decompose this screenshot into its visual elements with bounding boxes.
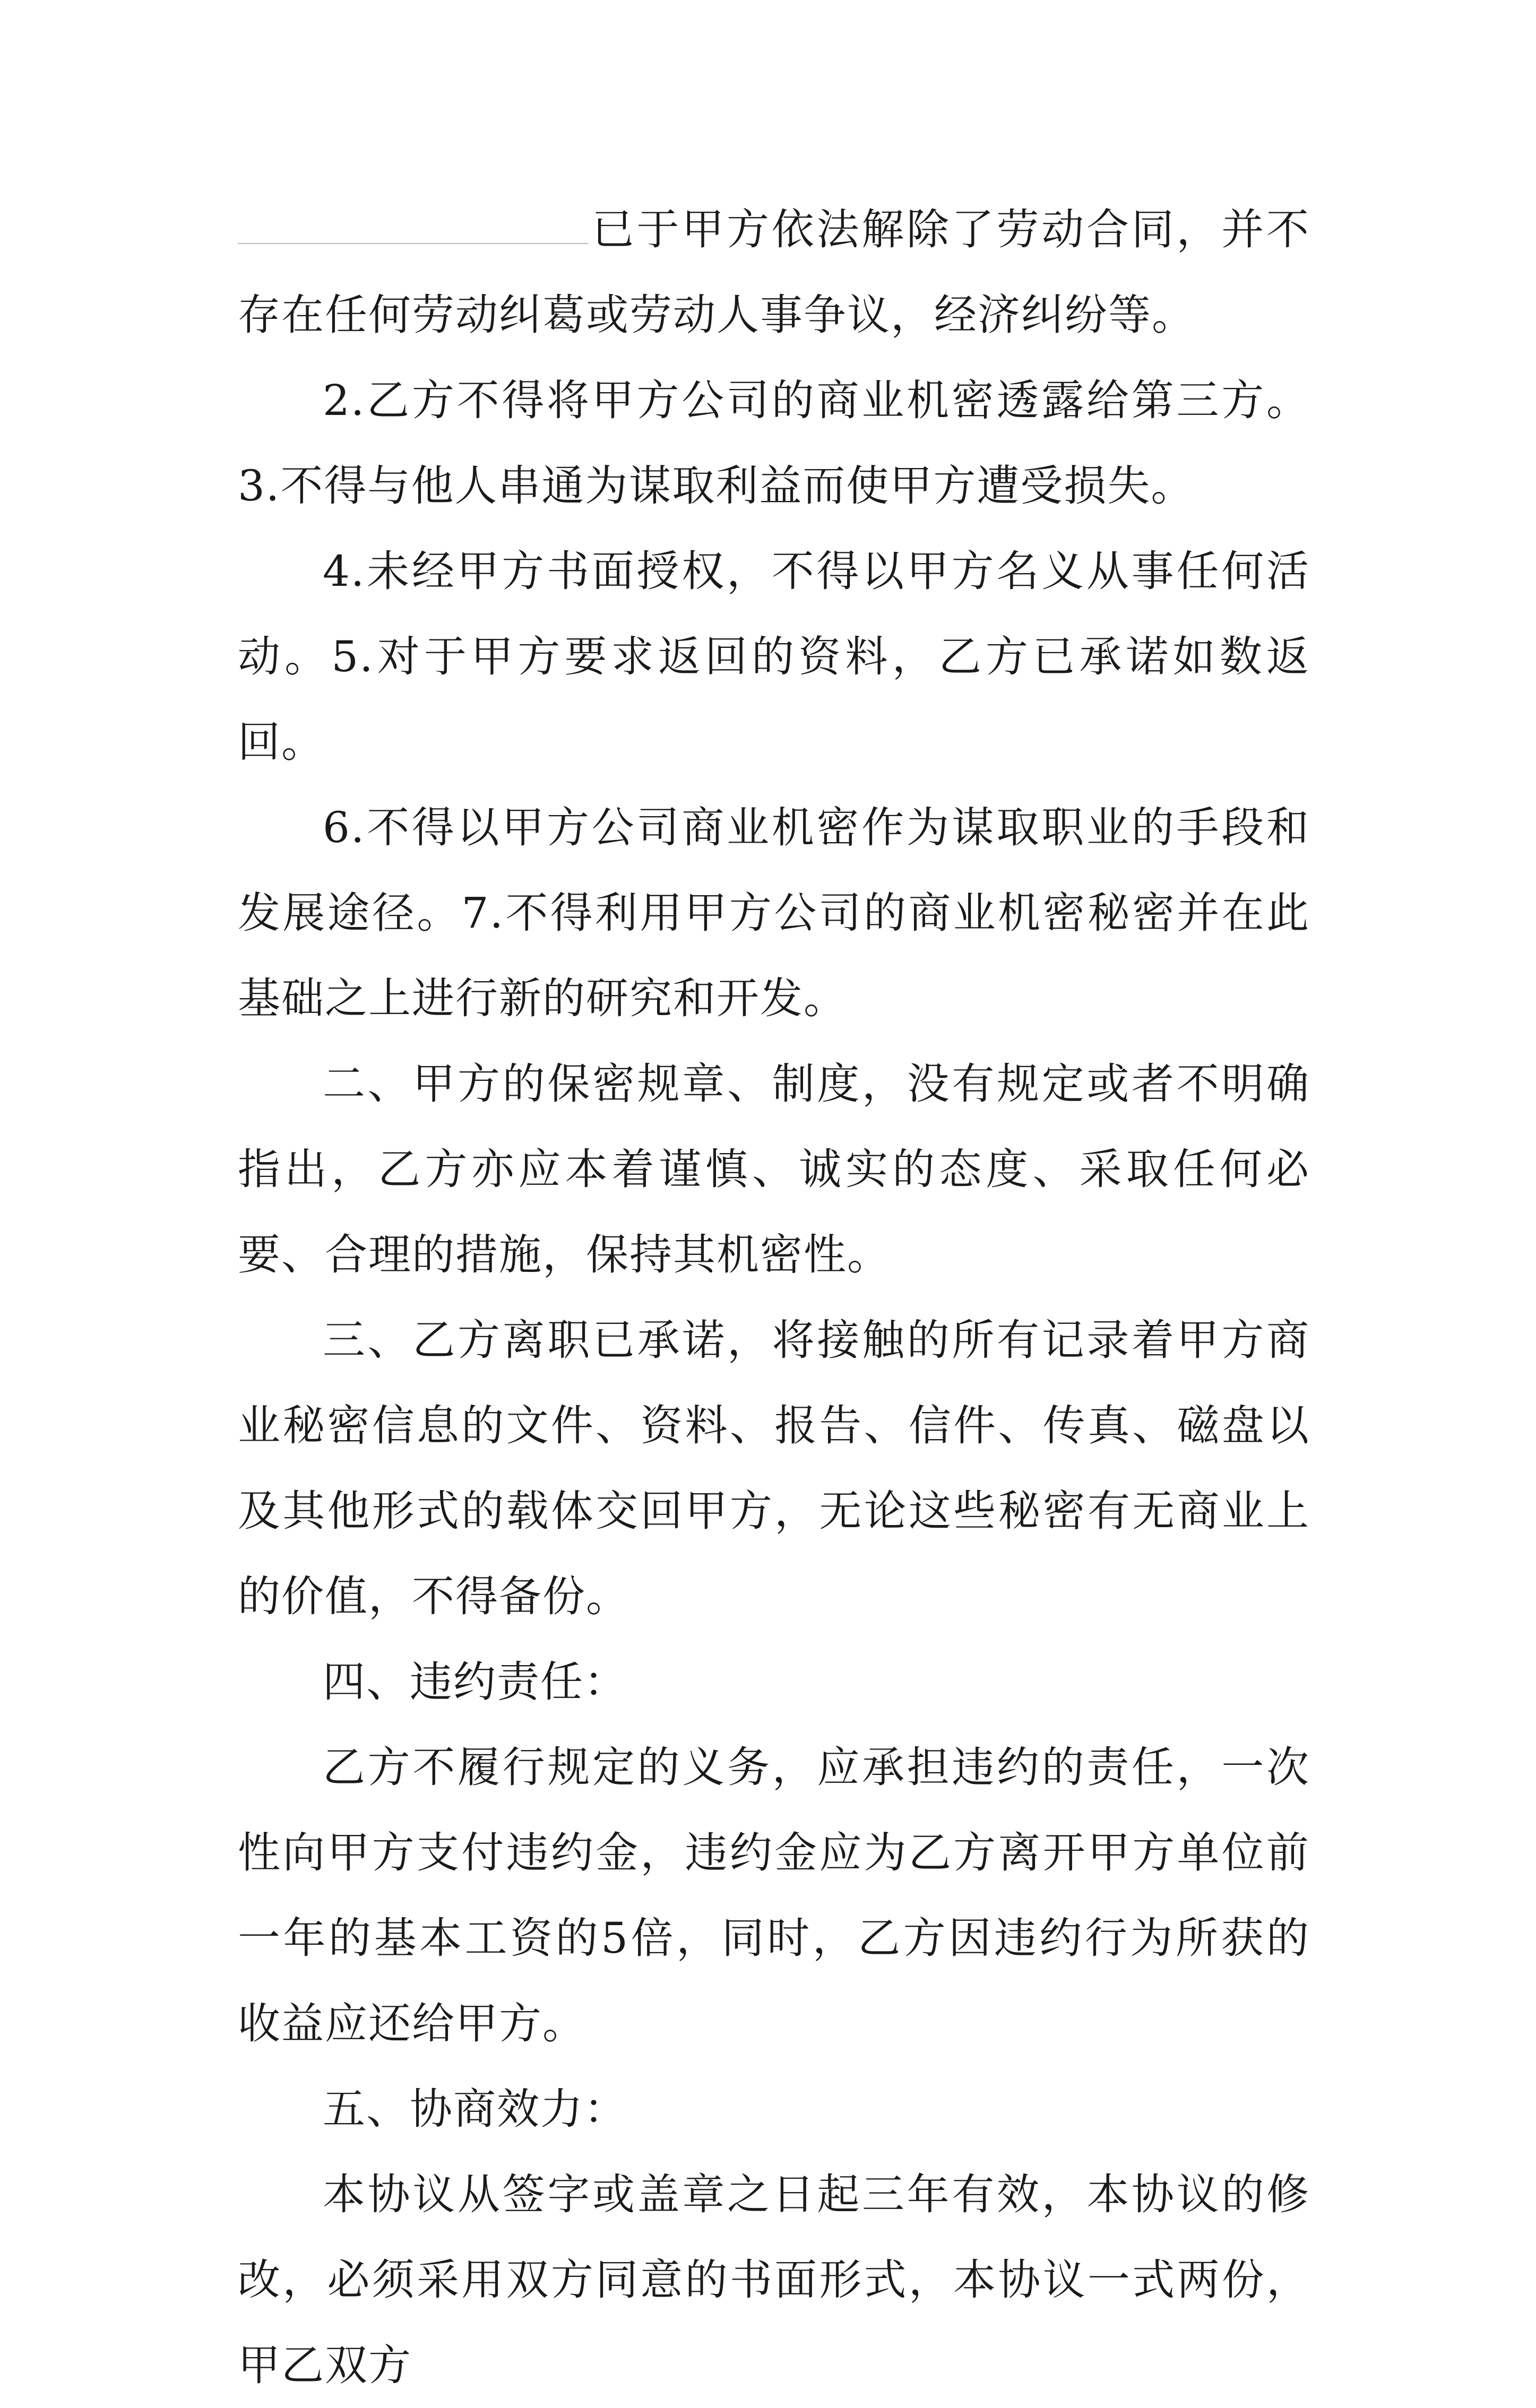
paragraph-agreement-validity: 本协议从签字或盖章之日起三年有效，本协议的修改，必须采用双方同意的书面形式，本协议一式两份，甲乙双方 bbox=[238, 2170, 1310, 2390]
paragraph-dismissal-text: 已于甲方依法解除了劳动合同，并不存在任何劳动纠葛或劳动人事争议，经济纠纷等。 bbox=[238, 205, 1310, 340]
paragraph-dismissal bbox=[238, 187, 1310, 358]
paragraph-section-3: 三、乙方离职已承诺，将接触的所有记录着甲方商业秘密信息的文件、资料、报告、信件、传真、磁盘以及其他形式的载体交回甲方，无论这些秘密有无商业上的价值，不得备份。 bbox=[238, 1315, 1310, 1621]
paragraph-clause-2-3: 2.乙方不得将甲方公司的商业机密透露给第三方。3.不得与他人串通为谋取利益而使甲方遭受损失。 bbox=[238, 376, 1310, 510]
heading-section-5: 五、协商效力： bbox=[323, 2084, 627, 2134]
paragraph-clause-4-5: 4.未经甲方书面授权，不得以甲方名义从事任何活动。5.对于甲方要求返回的资料，乙方已承诺如数返回。 bbox=[238, 547, 1310, 767]
paragraph-clause-6-7: 6.不得以甲方公司商业机密作为谋取职业的手段和发展途径。7.不得利用甲方公司的商业机密秘密并在此基础之上进行新的研究和开发。 bbox=[238, 803, 1310, 1023]
document-body bbox=[238, 187, 1310, 2408]
paragraph-section-2: 二、甲方的保密规章、制度，没有规定或者不明确指出，乙方亦应本着谨慎、诚实的态度、采取任何必要、合理的措施，保持其机密性。 bbox=[238, 1059, 1310, 1279]
heading-section-4: 四、违约责任： bbox=[323, 1657, 627, 1707]
paragraph-breach-liability: 乙方不履行规定的义务，应承担违约的责任，一次性向甲方支付违约金，违约金应为乙方离开甲方单位前一年的基本工资的5倍，同时，乙方因违约行为所获的收益应还给甲方。 bbox=[238, 1743, 1310, 2048]
fill-in-blank-line bbox=[238, 201, 588, 244]
